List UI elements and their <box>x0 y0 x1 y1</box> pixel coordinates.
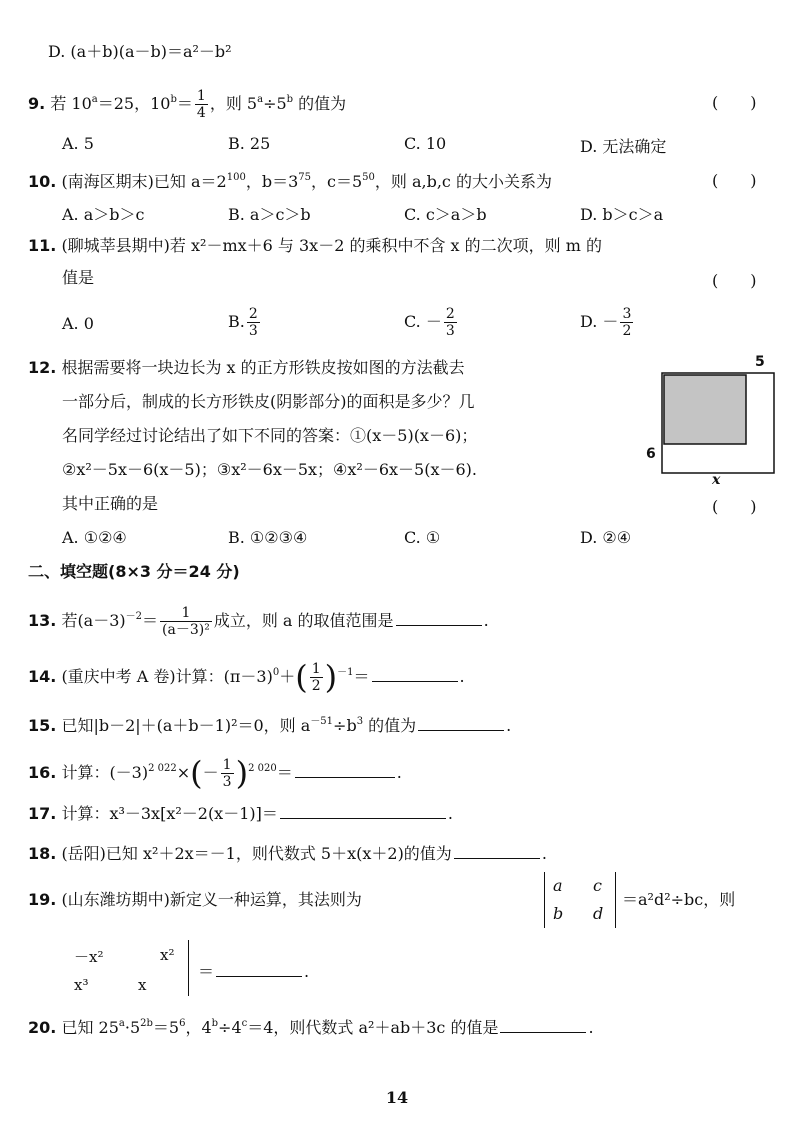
q12-option-d: D. ②④ <box>580 528 632 547</box>
q9-number: 9. <box>28 94 46 113</box>
q12-label-5: 5 <box>755 354 765 370</box>
q10-text-3: ，c＝5 <box>311 172 363 191</box>
q14-sup: 0 <box>272 667 280 678</box>
q10-text-4: ，则 a,b,c 的大小关系为 <box>374 172 552 191</box>
q19-answer-line <box>198 960 309 982</box>
q9-sup-1: a <box>91 94 98 105</box>
q14-answer-blank[interactable] <box>372 665 458 682</box>
q19-e12: x² <box>160 946 175 964</box>
q12-stem-line-4: ②x²－5x－6(x－5)；③x²－6x－5x；④x²－6x－5(x－6). <box>62 460 477 479</box>
q16-text-3: ＝ <box>276 763 293 782</box>
q9-stem <box>28 88 346 121</box>
q11-stem-line-2: 值是 <box>62 268 95 287</box>
q13-sup: －2 <box>125 611 143 622</box>
q16-fraction: $\frac{1}{3}$ <box>222 757 232 790</box>
q13-end: . <box>483 611 489 630</box>
q9-sup-2: b <box>170 94 177 105</box>
section-2-heading: 二、填空题(8×3 分＝24 分) <box>28 562 240 581</box>
q12-number: 12. <box>28 358 57 377</box>
q16-minus: － <box>202 763 219 782</box>
q9-fraction: $\frac{1}{4}$ <box>196 88 206 121</box>
q20-sup-4: b <box>211 1018 219 1029</box>
q16-end: . <box>396 763 402 782</box>
q14-text-3: ＝ <box>353 667 370 686</box>
q13-answer-blank[interactable] <box>396 609 482 626</box>
q12-text-1: 根据需要将一块边长为 x 的正方形铁皮按如图的方法截去 <box>61 358 465 377</box>
page-number: 14 <box>385 1088 409 1107</box>
q13-fraction: $\frac{1}{\text{(a－3)²}}$ <box>162 605 210 638</box>
q11-option-d: D. － $\frac{3}{2}$ <box>580 306 632 339</box>
q10-option-c: C. c＞a＞b <box>404 205 487 224</box>
q9-text-3: ＝ <box>176 94 193 113</box>
q12-answer-paren[interactable]: ( ) <box>712 497 757 516</box>
q18-answer-blank[interactable] <box>454 842 540 859</box>
q15-answer-blank[interactable] <box>418 714 504 731</box>
q19-m11: a <box>553 876 563 895</box>
q13-text-3: 成立，则 a 的取值范围是 <box>213 611 394 630</box>
q19-e11: －x² <box>74 948 104 966</box>
q9-text-5: ÷5 <box>263 94 287 113</box>
q11-option-c: C. － $\frac{2}{3}$ <box>404 306 455 339</box>
q14-text-1: (重庆中考 A 卷)计算：(π－3) <box>61 667 273 686</box>
q10-option-b: B. a＞c＞b <box>228 205 311 224</box>
q10-sup-1: 100 <box>226 172 246 183</box>
q10-number: 10. <box>28 172 57 191</box>
q18-end: . <box>541 844 547 863</box>
q16-number: 16. <box>28 763 57 782</box>
q12-stem-line-1 <box>28 358 465 378</box>
q18-number: 18. <box>28 844 57 863</box>
q14-number: 14. <box>28 667 57 686</box>
q12-option-b: B. ①②③④ <box>228 528 308 547</box>
q13-text-2: ＝ <box>142 611 159 630</box>
q14-stem: 14. (重庆中考 A 卷)计算：$(\pi-3)^0+$( $\frac{1}{2}$ )$^{-1}$＝ . <box>28 658 465 696</box>
q9-text-6: 的值为 <box>293 94 347 113</box>
q9-option-d: D. 无法确定 <box>580 137 667 156</box>
q15-text-2: ÷b <box>333 716 357 735</box>
q20-end: . <box>588 1018 594 1037</box>
q16-sup: 2 022 <box>148 763 177 774</box>
q18-stem <box>28 842 547 864</box>
q20-number: 20. <box>28 1018 57 1037</box>
q17-stem <box>28 802 453 824</box>
q10-text-1: (南海区期末)已知 a＝2 <box>61 172 227 191</box>
q20-text-5: ÷4 <box>218 1018 242 1037</box>
q19-end: . <box>304 962 310 981</box>
q12-stem-line-2: 一部分后，制成的长方形铁皮(阴影部分)的面积是多少？几 <box>62 392 475 411</box>
q18-text: (岳阳)已知 x²＋2x＝－1，则代数式 5＋x(x＋2)的值为 <box>61 844 452 863</box>
q15-stem <box>28 712 511 736</box>
q13-stem <box>28 600 489 638</box>
q19-e21: x³ <box>74 976 89 994</box>
q11-answer-paren[interactable]: ( ) <box>712 271 757 290</box>
q11-text-1: (聊城莘县期中)若 x²－mx＋6 与 3x－2 的乘积中不含 x 的二次项，则 m 的 <box>61 236 603 255</box>
q12-option-a: A. ①②④ <box>62 528 127 547</box>
q17-number: 17. <box>28 804 57 823</box>
q20-sup-1: a <box>118 1018 125 1029</box>
q12-figure <box>640 354 790 494</box>
q20-stem <box>28 1014 594 1038</box>
q10-sup-2: 75 <box>298 172 311 183</box>
q16-text-2: × <box>176 763 191 782</box>
q20-text-4: ，4 <box>185 1018 212 1037</box>
q17-text: 计算：x³－3x[x²－2(x－1)]＝ <box>61 804 278 823</box>
q15-sup: －51 <box>310 716 334 727</box>
q19-text: (山东潍坊期中)新定义一种运算，其法则为 <box>61 890 362 909</box>
q15-end: . <box>506 716 512 735</box>
q13-number: 13. <box>28 611 57 630</box>
q19-expression-matrix <box>68 940 189 996</box>
q9-text-1: 若 10 <box>50 94 92 113</box>
q10-stem <box>28 168 552 192</box>
q9-option-c: C. 10 <box>404 134 447 153</box>
q20-text-3: ＝5 <box>152 1018 180 1037</box>
q20-text-2: ·5 <box>124 1018 141 1037</box>
q17-answer-blank[interactable] <box>280 802 446 819</box>
q15-sup-2: 3 <box>356 716 364 727</box>
q9-option-a: A. 5 <box>62 134 94 153</box>
q13-text-1: 若(a－3) <box>61 611 126 630</box>
q12-label-x: x <box>712 472 721 488</box>
q19-stem <box>28 890 362 910</box>
q10-option-d: D. b＞c＞a <box>580 205 664 224</box>
q12-option-c: C. ① <box>404 528 441 547</box>
q15-number: 15. <box>28 716 57 735</box>
q19-m21: b <box>553 904 564 923</box>
q9-text-4: ，则 5 <box>209 94 258 113</box>
q10-option-a: A. a＞b＞c <box>62 205 145 224</box>
q15-text-1: 已知|b－2|＋(a＋b－1)²＝0，则 a <box>61 716 311 735</box>
q20-text-1: 已知 25 <box>61 1018 119 1037</box>
q12-stem-line-5: 其中正确的是 <box>62 494 159 513</box>
q12-stem-line-3: 名同学经过讨论结出了如下不同的答案：①(x－5)(x－6)； <box>62 426 478 445</box>
q16-stem: 16. 计算：$(-3)^{2 022}\times(-$ $\frac{1}{3}$ )$^{2 020}$＝ . <box>28 754 402 792</box>
q11-option-a: A. 0 <box>62 314 94 333</box>
q9-sup-4: b <box>286 94 294 105</box>
q19-e22: x <box>138 976 147 994</box>
q19-m12: c <box>593 876 602 895</box>
q10-text-2: ，b＝3 <box>245 172 299 191</box>
q16-sup-2: 2 020 <box>248 763 277 774</box>
q20-sup-5: c <box>241 1018 248 1029</box>
q14-sup-2: －1 <box>337 667 354 678</box>
q19-m22: d <box>593 904 604 923</box>
q10-sup-3: 50 <box>362 172 375 183</box>
q9-option-b: B. 25 <box>228 134 271 153</box>
q14-fraction: $\frac{1}{2}$ <box>311 661 321 694</box>
q12-label-6: 6 <box>646 446 656 462</box>
q19-number: 19. <box>28 890 57 909</box>
q19-eq: ＝ <box>198 962 215 981</box>
q14-text-2: ＋ <box>279 667 296 686</box>
q12-shaded-rect <box>664 375 746 444</box>
q19-answer-blank[interactable] <box>216 960 302 977</box>
q17-end: . <box>447 804 453 823</box>
q9-sup-3: a <box>257 94 264 105</box>
q19-definition-matrix <box>544 872 616 928</box>
q9-answer-paren[interactable]: ( ) <box>712 93 757 112</box>
q19-rule: ＝a²d²÷bc，则 <box>622 890 736 909</box>
q20-sup-3: 6 <box>179 1018 186 1029</box>
q15-text-3: 的值为 <box>363 716 417 735</box>
q20-text-6: ＝4，则代数式 a²＋ab＋3c 的值是 <box>247 1018 499 1037</box>
q11-stem-line-1 <box>28 236 602 256</box>
q16-answer-blank[interactable] <box>295 761 395 778</box>
q11-option-b: B. $\frac{2}{3}$ <box>228 306 258 339</box>
q20-sup-2: 2b <box>140 1018 153 1029</box>
q16-text-1: 计算：(－3) <box>61 763 149 782</box>
q14-end: . <box>459 667 465 686</box>
q8-option-d: D. (a＋b)(a－b)＝a²－b² <box>48 42 232 61</box>
q10-answer-paren[interactable]: ( ) <box>712 171 757 190</box>
q11-number: 11. <box>28 236 57 255</box>
q20-answer-blank[interactable] <box>500 1016 586 1033</box>
q9-text-2: ＝25，10 <box>97 94 171 113</box>
